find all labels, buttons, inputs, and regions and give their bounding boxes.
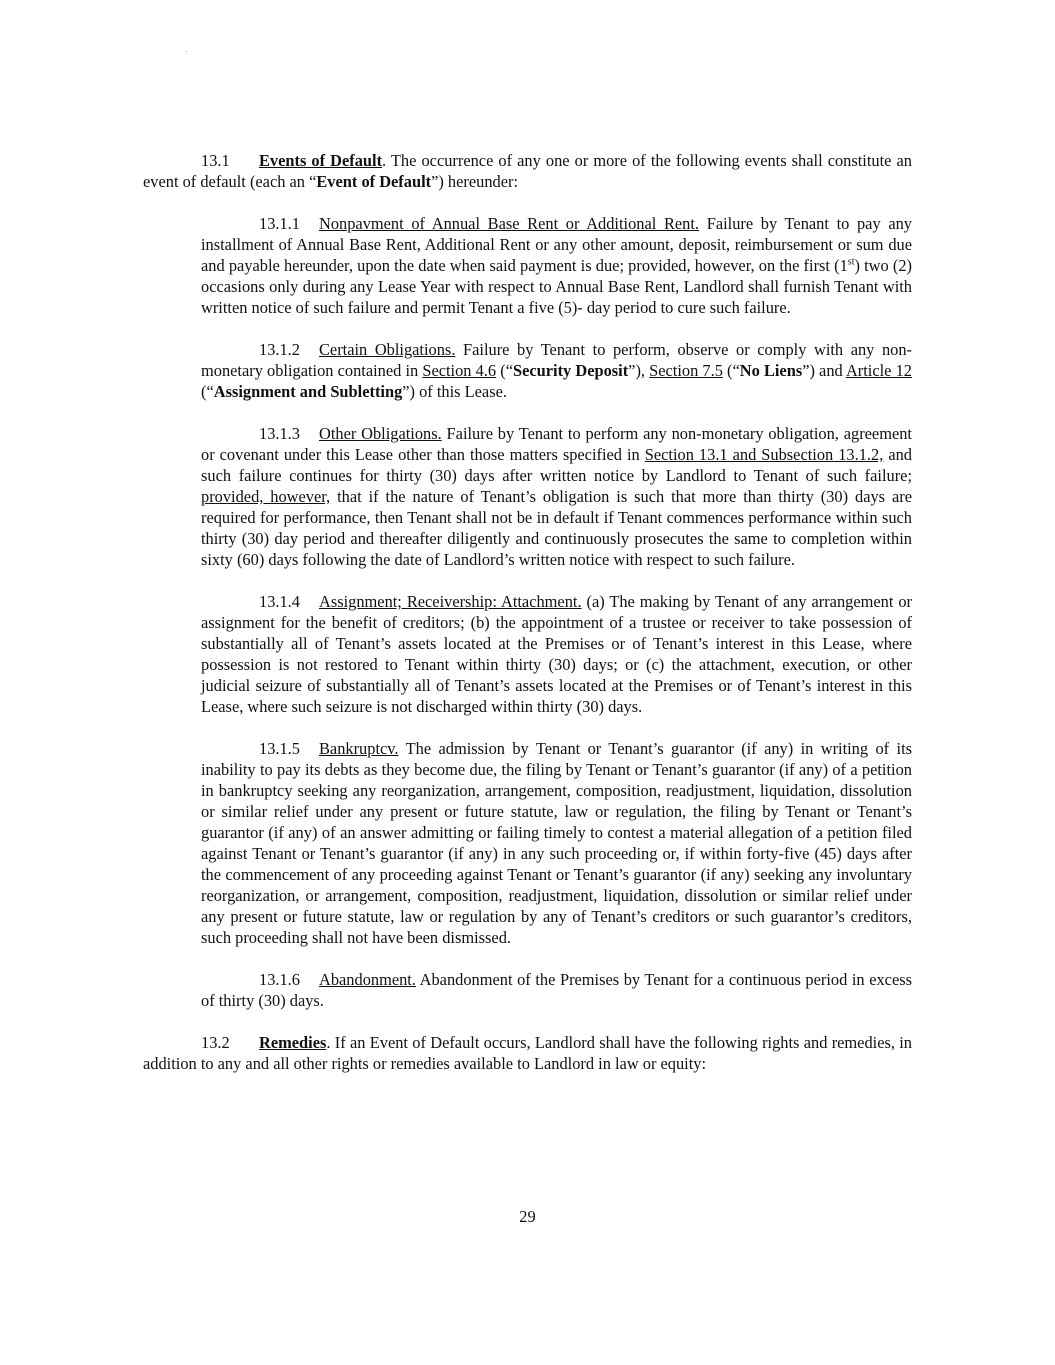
subsection-text: ”) and (802, 361, 846, 380)
section-13-1 (143, 150, 912, 192)
cross-reference: Article 12 (845, 361, 912, 380)
subsection-text: (“ (496, 361, 513, 380)
subsection-number: 13.1.5 (259, 739, 300, 758)
page-content (143, 150, 912, 1095)
subsection-text: and such failure continues for thirty (30) days after written notice by Landlord to Tenant of such failure; (201, 445, 913, 485)
cross-reference: Section 4.6 (422, 361, 497, 380)
subsection-13-1-1 (201, 213, 912, 318)
subsection-number: 13.1.3 (259, 424, 300, 443)
cross-reference: Section 13.1 and Subsection 13.1.2, (644, 445, 884, 464)
subsection-heading: Bankruptcv. (319, 739, 399, 758)
subsection-text: (“ (722, 361, 740, 380)
cross-reference: Section 7.5 (649, 361, 723, 380)
subsection-number: 13.1.1 (259, 214, 300, 233)
subsection-number: 13.1.2 (259, 340, 300, 359)
stray-scan-mark: . (185, 44, 188, 54)
subsection-text: ”), (628, 361, 650, 380)
subsection-text: Failure by Tenant to perform, observe or comply with any non-monetary obligation contained in (201, 340, 912, 380)
subsection-13-1-2 (201, 339, 912, 402)
section-text: . If an Event of Default occurs, Landlord shall have the following rights and remedies, in addition to any and all other rights or remedies available to Landlord in law or equity: (143, 1033, 912, 1073)
subsection-heading: Nonpavment of Annual Base Rent or Additional Rent. (319, 214, 700, 233)
section-heading: Events of Default (259, 151, 383, 170)
subsection-heading: Other Obligations. (319, 424, 442, 443)
subsection-heading: Abandonment. (319, 970, 416, 989)
subsection-text: Failure by Tenant to perform any non-monetary obligation, agreement or covenant under this Lease other than those matters specified in (201, 424, 912, 464)
subsection-13-1-6 (201, 969, 912, 1011)
subsection-text: that if the nature of Tenant’s obligation is such that more than thirty (30) days are required for performance, then Tenant shall not be in default if Tenant commences performance within such thirty (30) day period and thereafter diligently and continuously prosecutes the same to completion within sixty (60) days following the date of Landlord’s written notice with respect to such failure. (201, 487, 912, 569)
subsection-text: Failure by Tenant to pay any installment of Annual Base Rent, Additional Rent or any other amount, deposit, reimbursement or sum due and payable hereunder, upon the date when said payment is due; provided, however, on the first (1 (201, 214, 912, 275)
section-text: . The occurrence of any one or more of the following events shall constitute an event of default (each an “ (143, 151, 912, 191)
page-number: 29 (519, 1207, 536, 1226)
subsection-13-1-4 (201, 591, 912, 717)
section-text: ”) hereunder: (431, 172, 519, 191)
section-13-2 (143, 1032, 912, 1074)
subsection-text: ”) of this Lease. (402, 382, 507, 401)
section-heading: Remedies (259, 1033, 327, 1052)
ordinal-superscript: st (847, 256, 855, 268)
defined-term: No Liens (739, 361, 803, 380)
subsection-text: Abandonment of the Premises by Tenant for a continuous period in excess of thirty (30) days. (201, 970, 912, 1010)
defined-term: Assignment and Subletting (213, 382, 403, 401)
subsection-13-1-5 (201, 738, 912, 948)
subsection-text: ) two (2) occasions only during any Lease Year with respect to Annual Base Rent, Landlord shall furnish Tenant with written notice of such failure and permit Tenant a five (5)- day period to cure such failure. (201, 256, 912, 317)
subsection-text: (“ (201, 382, 214, 401)
subsection-heading: Assignment; Receivership: Attachment. (319, 592, 582, 611)
subsection-heading: Certain Obligations. (319, 340, 456, 359)
defined-term: Security Deposit (512, 361, 629, 380)
subsection-text: (a) The making by Tenant of any arrangement or assignment for the benefit of creditors; (b) the appointment of a trustee or receiver to take possession of substantially all of Tenant’s assets located at the Premises or of Tenant’s interest in this Lease, where possession is not restored to Tenant within thirty (30) days; or (c) the attachment, execution, or other judicial seizure of substantially all of Tenant’s assets located at the Premises or of Tenant’s interest in this Lease, where such seizure is not discharged within thirty (30) days. (201, 592, 912, 716)
subsection-13-1-3 (201, 423, 912, 570)
section-number: 13.1 (201, 151, 230, 170)
subsection-number: 13.1.4 (259, 592, 300, 611)
section-number: 13.2 (201, 1033, 230, 1052)
subsection-number: 13.1.6 (259, 970, 300, 989)
proviso-phrase: provided, however, (201, 487, 331, 506)
subsection-text: The admission by Tenant or Tenant’s guarantor (if any) in writing of its inability to pay its debts as they become due, the filing by Tenant or Tenant’s guarantor (if any) of a petition in bankruptcy seeking any reorganization, arrangement, composition, readjustment, liquidation, dissolution or similar relief under any present or future statute, law or regulation, the filing by Tenant or Tenant’s guarantor (if any) of an answer admitting or failing timely to contest a material allegation of a petition filed against Tenant or Tenant’s guarantor (if any) in any such proceeding or, if within forty-five (45) days after the commencement of any proceeding against Tenant or Tenant’s guarantor (if any) seeking any involuntary reorganization, or arrangement, composition, readjustment, liquidation, dissolution or similar relief under any present or future statute, law or regulation by any of Tenant’s creditors or such guarantor’s creditors, such proceeding shall not have been dismissed. (201, 739, 912, 947)
defined-term: Event of Default (316, 172, 432, 191)
